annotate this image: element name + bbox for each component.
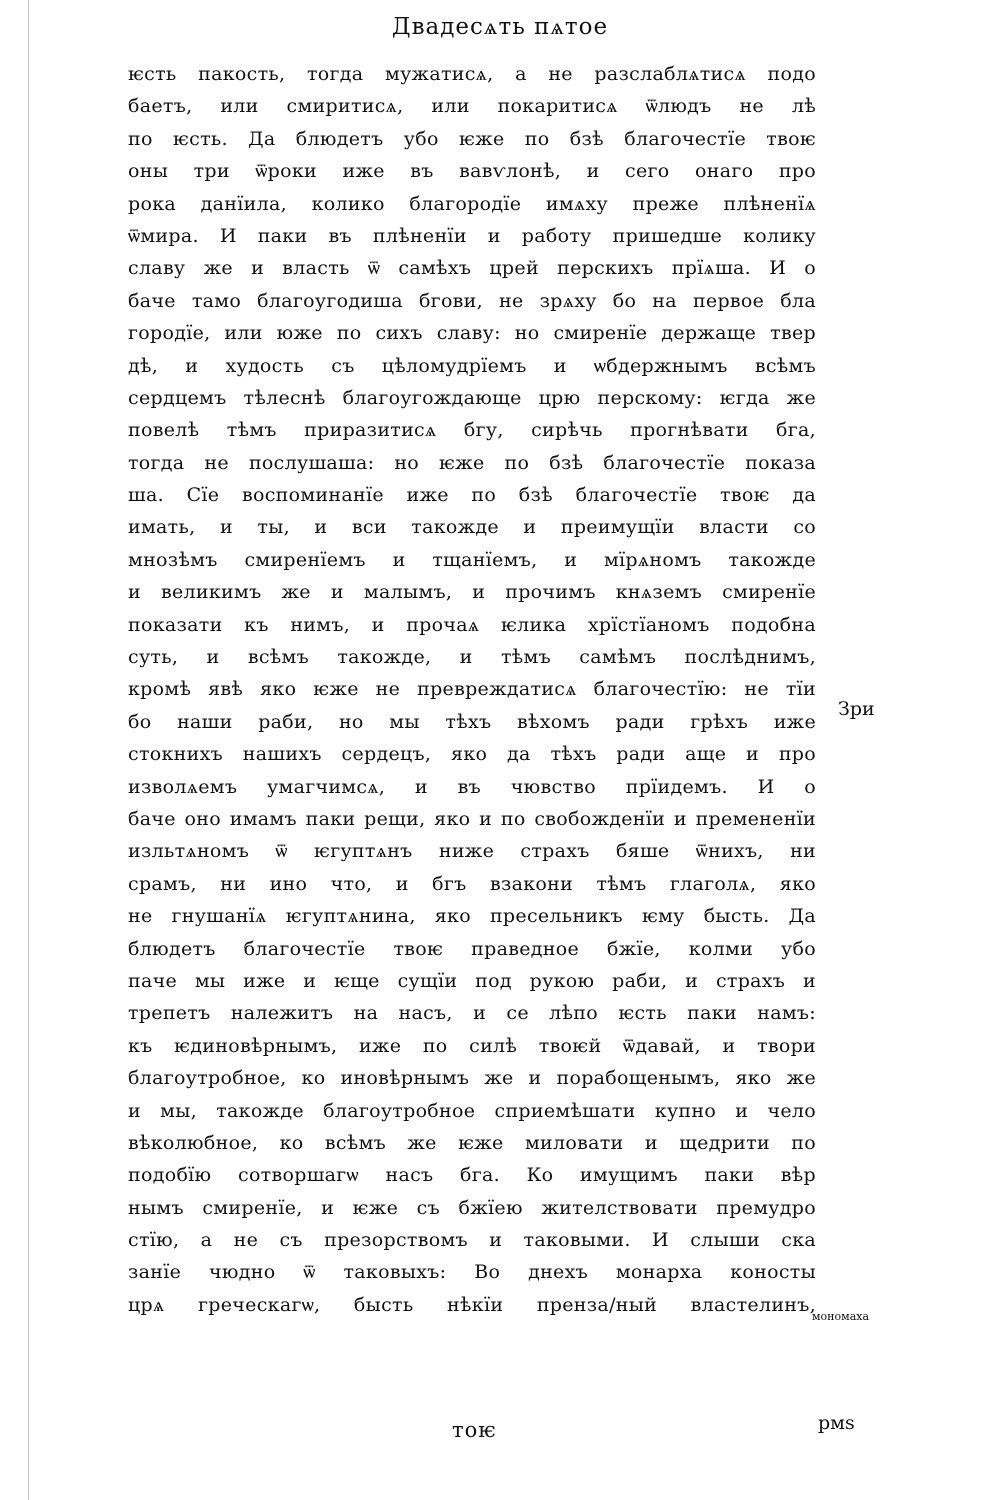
text-line: занїе чюдно ѿ таковыхъ: Во днехъ монарха коносты bbox=[128, 1261, 816, 1284]
text-line: паче мы иже и ѥще сущїи под рукою раби, и страхъ и bbox=[128, 969, 816, 992]
margin-note: Зри bbox=[838, 698, 875, 720]
text-line: изльтѧномъ ѿ ѥгуптѧнъ ниже страхъ бяше ѿнихъ, ни bbox=[128, 840, 816, 863]
text-line: ѿмира. И паки въ плѣненїи и работу пришедше колику bbox=[128, 224, 816, 247]
text-line: славу же и власть ѿ самѣхъ црей перскихъ прїѧша. И о bbox=[128, 257, 816, 280]
text-line: стокнихъ нашихъ сердецъ, яко да тѣхъ ради аще и про bbox=[128, 743, 816, 766]
text-line: кромѣ явѣ яко ѥже не превреждатисѧ благочестїю: не тїи bbox=[128, 678, 816, 701]
text-line: дѣ, и худость съ цѣломудрїемъ и ѡбдержнымъ всѣмъ bbox=[128, 354, 816, 377]
text-line: баетъ, или смиритисѧ, или покаритисѧ ѿлюдъ не лѣ bbox=[128, 95, 816, 118]
text-line: рока данїила, колико благородїе имѧху преже плѣненїѧ bbox=[128, 192, 816, 215]
text-line: бо наши раби, но мы тѣхъ вѣхомъ ради грѣхъ иже bbox=[128, 710, 816, 733]
text-line: имать, и ты, и вси такожде и преимущїи власти со bbox=[128, 516, 816, 539]
catchword: тоѥ bbox=[452, 1418, 497, 1442]
text-line: баче оно имамъ паки рещи, яко и по свобожденїи и премененїи bbox=[128, 807, 816, 830]
text-line: городїе, или юже по сихъ славу: но смиренїе держаще твер bbox=[128, 322, 816, 345]
text-line: блюдетъ благочестїе твоѥ праведное бжїе, колми убо bbox=[128, 937, 816, 960]
text-line: и великимъ же и малымъ, и прочимъ кнѧземъ смиренїе bbox=[128, 581, 816, 604]
text-line: ша. Сїе воспоминанїе иже по бзѣ благочестїе твоѥ да bbox=[128, 484, 816, 507]
text-line: мнозѣмъ смиренїемъ и тщанїемъ, и мїрѧномъ такожде bbox=[128, 548, 816, 571]
text-line: тогда не послушаша: но ѥже по бзѣ благочестїе показа bbox=[128, 451, 816, 474]
text-line: и мы, такожде благоутробное сприемѣшати купно и чело bbox=[128, 1099, 816, 1122]
text-line: сердцемъ тѣлеснѣ благоугождающе црю перскому: ѥгда же bbox=[128, 386, 816, 409]
text-line: стїю, а не съ презорствомъ и таковыми. И слыши ска bbox=[128, 1229, 816, 1252]
text-line: срамъ, ни ино что, и бгъ взакони тѣмъ глаголѧ, яко bbox=[128, 872, 816, 895]
text-line: благоутробное, ко иновѣрнымъ же и порабощенымъ, яко же bbox=[128, 1067, 816, 1090]
text-line: изволѧемъ умагчимсѧ, и въ чювство прїидемъ. И о bbox=[128, 775, 816, 798]
text-line: къ ѥдиновѣрнымъ, иже по силѣ твоѥй ѿдавай, и твори bbox=[128, 1034, 816, 1057]
text-line: не гнушанїѧ ѥгуптѧнина, яко пресельникъ ѥму бысть. Да bbox=[128, 905, 816, 928]
text-line: баче тамо благоугодиша бгови, не зрѧху бо на первое бла bbox=[128, 289, 816, 312]
page-edge-rule bbox=[28, 0, 29, 1500]
text-line: вѣколюбное, ко всѣмъ же ѥже миловати и щедрити по bbox=[128, 1131, 816, 1154]
text-line: ѥсть пакость, тогда мужатисѧ, а не разслаблѧтисѧ подо bbox=[128, 63, 816, 85]
text-line: суть, и всѣмъ такожде, и тѣмъ самѣмъ послѣднимъ, bbox=[128, 646, 816, 669]
margin-name-note: мономаха bbox=[812, 1310, 870, 1323]
folio-number: рмѕ bbox=[818, 1412, 855, 1434]
running-head: Двадесѧть пѧтое bbox=[391, 14, 609, 40]
text-line: црѧ греческагѡ, бысть нѣкїи пренза/ный властелинъ, bbox=[128, 1293, 816, 1316]
text-line: по ѥсть. Да блюдетъ убо ѥже по бзѣ благочестїе твоѥ bbox=[128, 127, 816, 150]
text-block bbox=[128, 58, 816, 1321]
text-line: показати къ нимъ, и прочаѧ ѥлика хрїстїаномъ подобна bbox=[128, 613, 816, 636]
text-line: подобїю сотворшагѡ насъ бга. Ко имущимъ паки вѣр bbox=[128, 1164, 816, 1187]
text-line: нымъ смиренїе, и ѥже съ бжїею жителствовати премудро bbox=[128, 1196, 816, 1219]
text-line: трепетъ належитъ на насъ, и се лѣпо ѥсть паки намъ: bbox=[128, 1002, 816, 1025]
text-line: оны три ѿроки иже въ вавѵлонѣ, и сего онаго про bbox=[128, 160, 816, 183]
text-line: повелѣ тѣмъ приразитисѧ бгу, сирѣчь прогнѣвати бга, bbox=[128, 419, 816, 442]
